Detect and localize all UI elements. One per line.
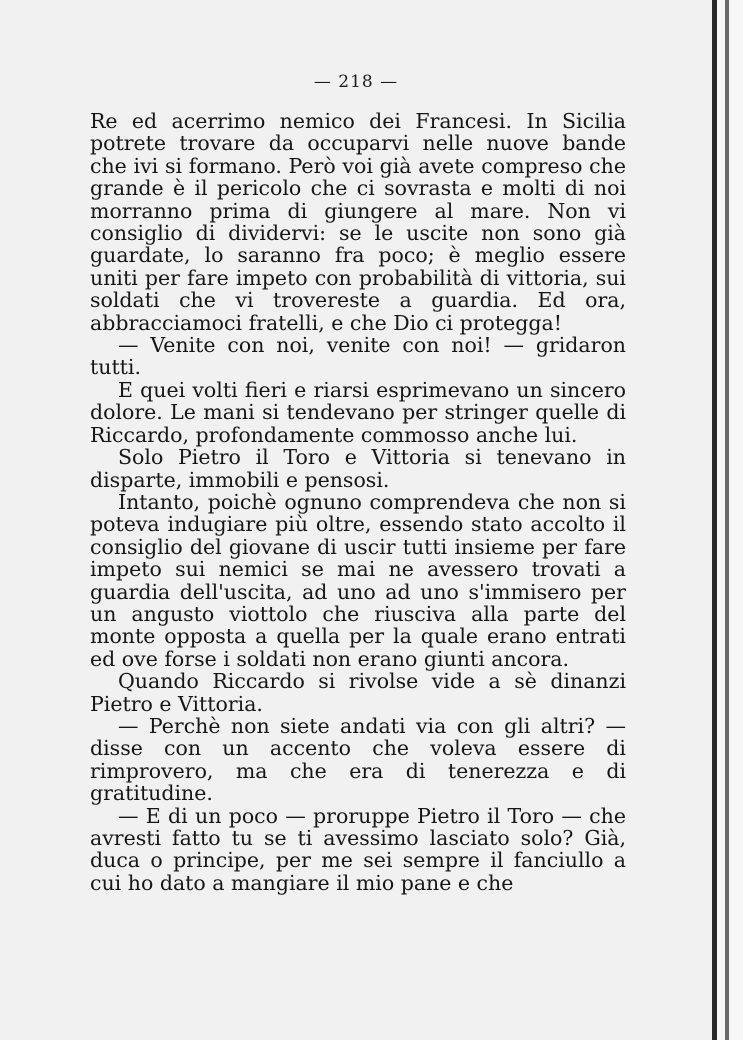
- book-spine-edge: [712, 0, 743, 1040]
- paragraph-7: — Perchè non siete andati via con gli altri? — disse con un accento che voleva essere di rimprovero, ma che era di tenerezza e di gratitudine.: [90, 713, 626, 806]
- paragraph-4: Solo Pietro il Toro e Vittoria si tenevano in disparte, immobili e pensosi.: [90, 445, 626, 492]
- spine-shadow: [725, 0, 729, 1040]
- paragraph-5: Intanto, poichè ognuno comprendeva che non si poteva indugiare più oltre, essendo stato accolto il consiglio del giovane di uscir tutti insieme per fare impeto sui nemici se mai ne avessero trovati a guardia dell'uscita, ad uno ad uno s'immisero per un angusto viottolo che riusciva alla parte del monte opposta a quella per la quale erano entrati ed ove forse i soldati non erano giunti ancora.: [90, 489, 626, 671]
- paragraph-8: — E di un poco — proruppe Pietro il Toro — che avresti fatto tu se ti avessimo lasciato solo? Già, duca o principe, per me sei sempre il fanciullo a cui ho dato a mangiare il mio pane e che: [90, 803, 626, 895]
- paragraph-6: Quando Riccardo si rivolse vide a sè dinanzi Pietro e Vittoria.: [90, 669, 626, 716]
- paragraph-3: E quei volti fieri e riarsi esprimevano un sincero dolore. Le mani si tendevano per stringer quelle di Riccardo, profondamente commosso anche lui.: [90, 377, 626, 447]
- paragraph-2: — Venite con noi, venite con noi! — gridaron tutti.: [90, 333, 626, 380]
- body-text: [90, 110, 626, 894]
- paragraph-1: Re ed acerrimo nemico dei Francesi. In Sicilia potrete trovare da occuparvi nelle nuove bande che ivi si formano. Però voi già avete compreso che grande è il pericolo che ci sovrasta e molti di noi morranno prima di giungere al mare. Non vi consiglio di dividervi: se le uscite non sono già guardate, lo saranno fra poco; è meglio essere uniti per fare impeto con probabilità di vittoria, sui soldati che vi trovereste a guardia. Ed ora, abbracciamoci fratelli, e che Dio ci protegga!: [90, 109, 626, 335]
- page-number: — 218 —: [313, 72, 399, 92]
